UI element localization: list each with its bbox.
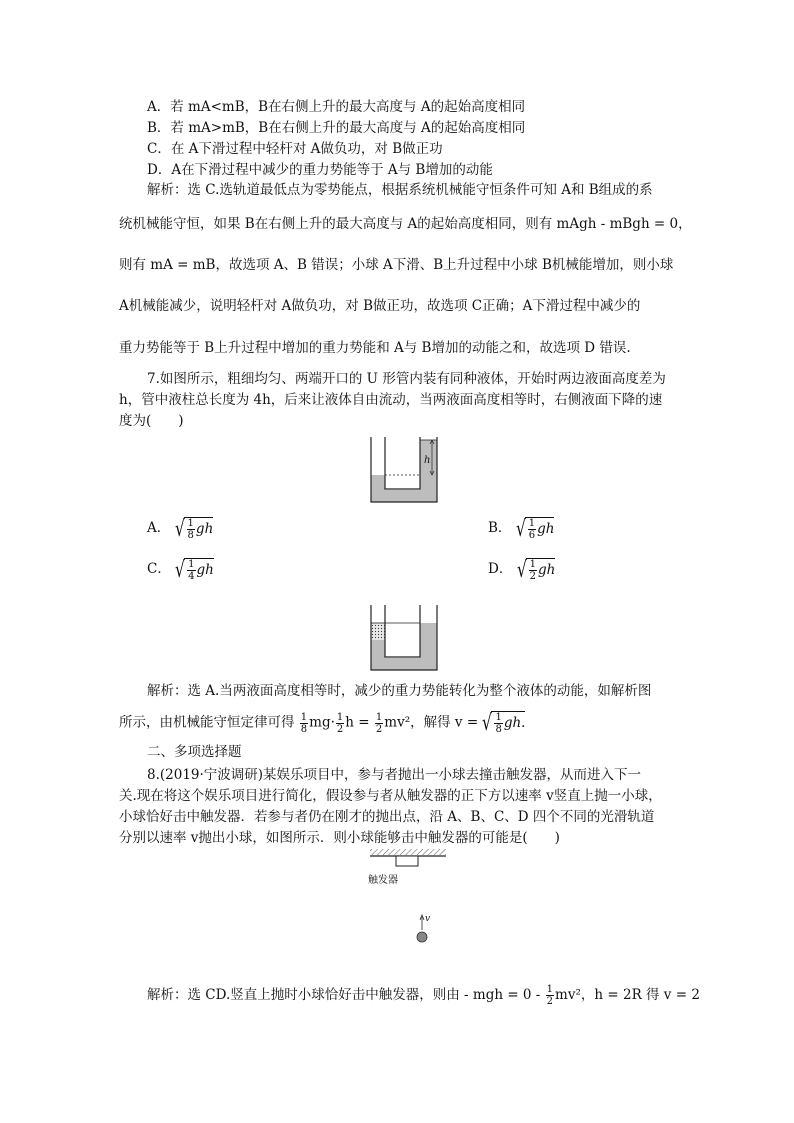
option-c-den: 4 (188, 570, 195, 582)
option-b-gh: gh (537, 520, 555, 537)
q8-stem-line-4: 分别以速率 v抛出小球，如图所示．则小球能够击中触发器的可能是( ) (119, 830, 560, 846)
q7-option-d-label: D． (488, 561, 513, 577)
trigger-label: 触发器 (368, 875, 398, 886)
q8-frac-num: 1 (546, 984, 554, 995)
q6-option-a: A．若 mA<mB，B在右侧上升的最大高度与 A的起始高度相同 (147, 99, 526, 115)
q7-solution-text-e: gh. (503, 715, 526, 731)
q7-solution-text-a: 所示，由机械能守恒定律可得 (119, 714, 295, 731)
frac-3-num: 1 (375, 711, 383, 723)
option-a-gh: gh (195, 520, 214, 537)
q6-solution-line-3: 则有 mA = mB，故选项 A、B 错误；小球 A下滑、B上升过程中小球 B机械能增加，则小球 (119, 257, 674, 273)
q8-solution-text-a: 解析：选 CD.竖直上抛时小球恰好击中触发器，则由 - mgh = 0 - (147, 987, 541, 1003)
ball-figure (410, 912, 434, 946)
q6-solution-line-4: A机械能减少，说明轻杆对 A做负功，对 B做正功，故选项 C正确；A下滑过程中减少的 (119, 298, 641, 314)
q7-solution-text-b: mg· (309, 714, 335, 731)
frac-2-den: 2 (336, 723, 344, 735)
section-title-multiple-choice: 二、多项选择题 (147, 744, 242, 760)
u-tube-figure-initial (368, 435, 448, 505)
option-d-den: 2 (529, 570, 536, 582)
q7-option-b: B． √ $\frac{1}{6}$ gh (488, 516, 555, 542)
q7-option-a: A． √ $\frac{1}{8}$ gh (147, 516, 214, 542)
q7-solution-text-c: h = (345, 714, 370, 731)
option-b-den: 6 (528, 529, 536, 541)
q7-stem-line-1: 7.如图所示，粗细均匀、两端开口的 U 形管内装有同种液体，开始时两边液面高度差为 (147, 371, 666, 387)
option-a-den: 8 (187, 529, 194, 541)
u-tube-figure-solution (368, 603, 448, 673)
frac-1-den: 8 (300, 723, 308, 735)
q8-solution-line-1 (147, 984, 700, 1007)
q6-solution-line-5: 重力势能等于 B上升过程中增加的重力势能和 A与 B增加的动能之和，故选项 D 错误. (119, 340, 631, 356)
q7-option-c: C． √ $\frac{1}{4}$ gh (147, 557, 214, 583)
q6-option-c: C．在 A下滑过程中轻杆对 A做负功，对 B做正功 (147, 141, 443, 157)
frac-1-num: 1 (300, 711, 308, 723)
frac-4-den: 8 (495, 724, 502, 735)
q7-solution-line-1: 解析：选 A.当两液面高度相等时，减少的重力势能转化为整个液体的动能，如解析图 (147, 683, 652, 699)
q8-stem-line-3: 小球恰好击中触发器．若参与者仍在刚才的抛出点，沿 A、B、C、D 四个不同的光滑轨道 (119, 809, 655, 825)
q6-option-d: D．A在下滑过程中减少的重力势能等于 A与 B增加的动能 (147, 162, 493, 178)
q8-frac-den: 2 (546, 996, 554, 1007)
option-d-num: 1 (529, 558, 536, 570)
q6-option-b: B．若 mA>mB，B在右侧上升的最大高度与 A的起始高度相同 (147, 120, 526, 136)
q7-solution-line-2: 所示，由机械能守恒定律可得 $\frac{1}{8}$ mg· $\frac{1}{2}$ h = $\frac{1}{2}$ mv²，解得 v = √ $\frac{1}{8}$ gh. (119, 711, 526, 736)
q7-solution-text-d: mv²，解得 v = (384, 714, 479, 731)
option-a-num: 1 (187, 517, 194, 529)
q7-stem-line-3: 度为( ) (119, 413, 184, 429)
q7-option-a-label: A． (147, 520, 171, 536)
q7-option-d: D． √ $\frac{1}{2}$ gh (488, 557, 556, 583)
q6-solution-line-1: 解析：选 C.选轨道最低点为零势能点，根据系统机械能守恒条件可知 A和 B组成的系 (147, 182, 653, 198)
q8-stem-line-2: 关.现在将这个娱乐项目进行简化，假设参与者从触发器的正下方以速率 v竖直上抛一小球， (119, 788, 662, 804)
q8-stem-line-1: 8.(2019·宁波调研)某娱乐项目中，参与者抛出一小球去撞击触发器，从而进入下一 (147, 767, 642, 783)
velocity-v-label: v (425, 914, 431, 924)
q8-solution-text-b: mv²，h = 2R 得 v = 2 (555, 987, 700, 1003)
q7-stem-line-2: h，管中液柱总长度为 4h，后来让液体自由流动，当两液面高度相等时，右侧液面下降的速 (119, 392, 663, 408)
frac-4-num: 1 (495, 712, 502, 723)
q7-option-b-label: B． (488, 520, 512, 536)
frac-3-den: 2 (375, 723, 383, 735)
frac-2-num: 1 (336, 711, 344, 723)
option-b-num: 1 (528, 517, 536, 529)
option-c-gh: gh (196, 561, 214, 578)
q6-solution-line-2: 统机械能守恒，如果 B在右侧上升的最大高度与 A的起始高度相同，则有 mAgh - mBgh = 0， (119, 216, 692, 232)
option-d-gh: gh (538, 561, 556, 578)
q7-option-c-label: C． (147, 561, 171, 577)
option-c-num: 1 (188, 558, 195, 570)
u-tube-h-label: h (424, 455, 431, 466)
